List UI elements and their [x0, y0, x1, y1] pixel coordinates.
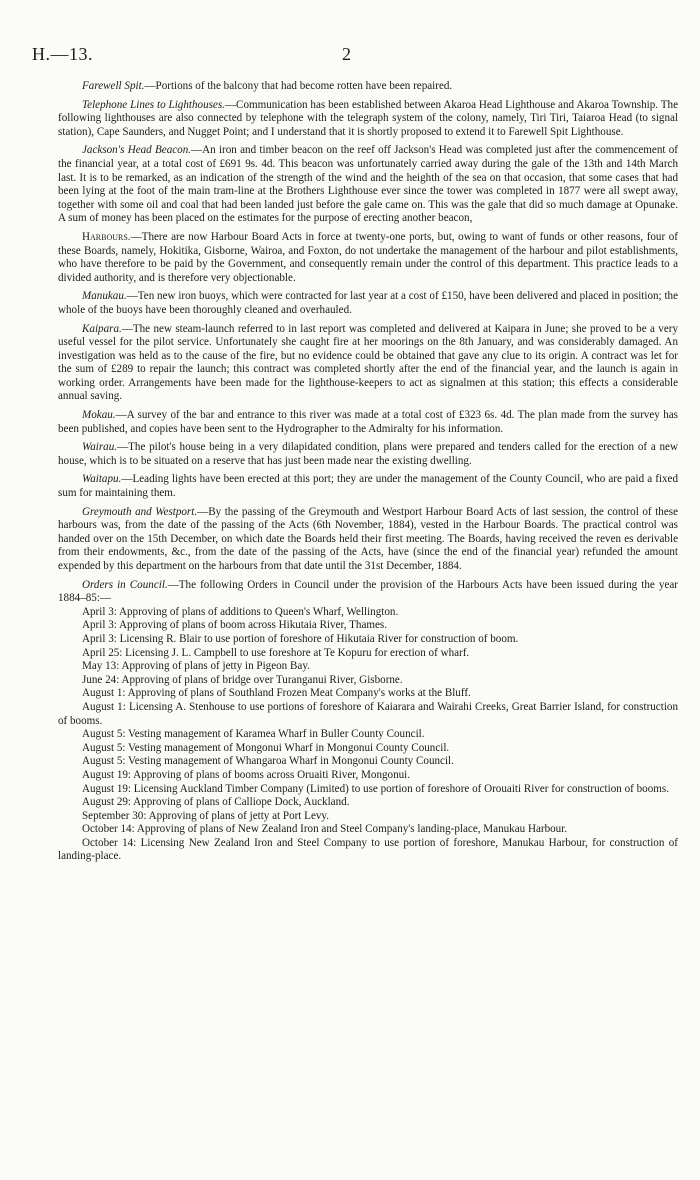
order-item: August 19: Approving of plans of booms across Oruaiti River, Mongonui.	[82, 768, 411, 781]
order-item: April 3: Approving of plans of additions to Queen's Wharf, Wellington.	[82, 605, 399, 618]
order-date: April 3	[82, 619, 114, 632]
paragraph-heading: Greymouth and Westport.	[82, 505, 198, 518]
paragraph-harbours	[58, 231, 678, 285]
order-date: September 30	[82, 809, 144, 822]
paragraph-body: —Ten new iron buoys, which were contracted for last year at a cost of £150, have been delivered and placed in position; the whole of the buoys have been thoroughly cleaned and overhauled.	[58, 290, 678, 316]
paragraph-heading: Harbours.	[82, 230, 131, 243]
order-text: Approving of plans of boom across Hikutaia River, Thames.	[119, 619, 388, 632]
order-item: April 3: Approving of plans of boom across Hikutaia River, Thames.	[82, 619, 388, 632]
order-date: April 25	[82, 646, 120, 659]
paragraph-heading: Farewell Spit.	[82, 80, 145, 92]
paragraph-heading: Manukau.	[82, 290, 127, 303]
order-text: Approving of plans of New Zealand Iron and Steel Company's landing-place, Manukau Harbour.	[136, 823, 568, 836]
paragraph-body: —Communication has been established between Akaroa Head Lighthouse and Akaroa Township. The following lighthouses are also connected by telephone with the telegraph system of the colony, namely, Tiri Tiri, Taiaroa Head (to signal station), Cape Saunders, and Nugget Point; and I understand that it is shortly proposed to extend it to Farewell Spit Lighthouse.	[58, 98, 678, 138]
order-text: Approving of plans of bridge over Turanganui River, Gisborne.	[121, 673, 403, 686]
order-text: Approving of plans of jetty in Pigeon Bay.	[121, 660, 310, 673]
order-text: Approving of plans of Calliope Dock, Auckland.	[133, 796, 350, 809]
order-date: August 19	[82, 768, 128, 781]
paragraph-body: —An iron and timber beacon on the reef off Jackson's Head was completed just after the commencement of the financial year, at a total cost of £691 9s. 4d. This beacon was unfortunately carried away during the gale of the 13th and 14th March last. It is to be remarked, as an indication of the strength of the wind and the heighth of the sea on that occasion, that some cases that had been lying at the foot of the main tram-line at the Brothers Lighthouse ever since the tower was completed in 1877 were all swept away, together with some oil and coal that had been landed just before the gale came on. This was the gale that did so much damage at Opunake. A sum of money has been placed on the estimates for the purpose of erecting another beacon,	[58, 144, 678, 225]
order-item: August 5: Vesting management of Mongonui Wharf in Mongonui County Council.	[82, 741, 450, 754]
order-date: May 13	[82, 660, 117, 673]
order-date: August 5	[82, 755, 123, 768]
order-item: October 14: Licensing New Zealand Iron and Steel Company to use portion of foreshore, Manukau Harbour, for construction of landing-place.	[58, 836, 678, 863]
order-item: April 3: Licensing R. Blair to use portion of foreshore of Hikutaia River for construction of boom.	[82, 632, 519, 645]
order-date: August 29	[82, 796, 128, 809]
order-date: October 14	[82, 836, 134, 849]
paragraph-heading: Mokau.	[82, 409, 116, 422]
order-text: Approving of plans of additions to Queen's Wharf, Wellington.	[119, 605, 399, 618]
paragraph-body: —By the passing of the Greymouth and Westport Harbour Board Acts of last session, the control of these harbours was, from the date of the passing of the Acts (6th November, 1884), vested in the Harbour Boards. The practical control was handed over on the 15th December, on which date the Boards held their first meeting. The Boards, having received the reven es derivable from their endowments, &c., from the date of the passing of the Acts, have (since the end of the financial year) refunded the amount expended by this department on the harbours from that date until the 31st December, 1884.	[58, 505, 678, 572]
paragraph-manukau	[58, 290, 678, 317]
paragraph-orders-in-council	[58, 579, 678, 606]
order-text: Licensing J. L. Campbell to use foreshore at Te Kopuru for erection of wharf.	[125, 646, 470, 659]
paragraph-waitapu	[58, 473, 678, 500]
order-date: October 14	[82, 823, 132, 836]
paragraph-body: —The pilot's house being in a very dilapidated condition, plans were prepared and tenders called for the erection of a new house, which is to be situated on a reserve that has just been made near the existing dwelling.	[58, 441, 678, 467]
order-date: August 19	[82, 782, 128, 795]
order-text: Vesting management of Karamea Wharf in Buller County Council.	[128, 728, 425, 741]
paragraph-wairau	[58, 441, 678, 468]
order-item: August 5: Vesting management of Karamea Wharf in Buller County Council.	[82, 728, 425, 741]
paragraph-body: —The new steam-launch referred to in last report was completed and delivered at Kaipara in June; she proved to be a very useful vessel for the pilot service. Unfortunately she caught fire at her moorings on the 8th January, and was considerably damaged. An investigation was held as to the cause of the fire, but no evidence could be obtained that gave any clue to its origin. A contract was let for the sum of £289 to repair the launch; this contract was completed shortly after the end of the financial year, and the launch is again in working order. Arrangements have been made for the lighthouse-keepers to act as signalmen at this station; this effects a considerable annual saving.	[58, 322, 678, 403]
order-date: August 5	[82, 728, 123, 741]
order-text: Licensing R. Blair to use portion of foreshore of Hikutaia River for construction of boom.	[119, 632, 519, 645]
paragraph-greymouth-westport	[58, 506, 678, 574]
order-text: Approving of plans of booms across Oruaiti River, Mongonui.	[133, 768, 411, 781]
order-item: April 25: Licensing J. L. Campbell to use foreshore at Te Kopuru for erection of wharf.	[82, 646, 470, 659]
order-date: June 24	[82, 673, 117, 686]
order-text: Licensing A. Stenhouse to use portions of foreshore of Kaiarara and Wairahi Creeks, Great Barrier Island, for construction of booms.	[58, 700, 678, 727]
order-text: Vesting management of Mongonui Wharf in Mongonui County Council.	[128, 741, 450, 754]
page-number: 2	[342, 44, 351, 64]
order-item: June 24: Approving of plans of bridge over Turanganui River, Gisborne.	[82, 673, 403, 686]
order-date: April 3	[82, 632, 114, 645]
document-reference: H.—13.	[32, 44, 93, 64]
order-item: August 5: Vesting management of Whangaroa Wharf in Mongonui County Council.	[82, 755, 454, 768]
order-text: Approving of plans of Southland Frozen Meat Company's works at the Bluff.	[127, 687, 471, 700]
paragraph-kaipara	[58, 323, 678, 405]
order-text: Licensing Auckland Timber Company (Limited) to use portion of foreshore of Orouaiti River for construction of booms.	[133, 782, 669, 795]
paragraph-heading: Wairau.	[82, 441, 118, 454]
paragraph-mokau	[58, 409, 678, 436]
orders-list	[58, 606, 678, 864]
order-item: October 14: Approving of plans of New Zealand Iron and Steel Company's landing-place, Manukau Harbour.	[82, 823, 568, 836]
paragraph-jacksons-head-beacon	[58, 144, 678, 226]
order-item: August 19: Licensing Auckland Timber Company (Limited) to use portion of foreshore of Orouaiti River for construction of booms.	[82, 782, 669, 795]
paragraph-body: —A survey of the bar and entrance to this river was made at a total cost of £323 6s. 4d. The plan made from the survey has been published, and copies have been sent to the Hydrographer to the Admiralty for his information.	[58, 409, 678, 435]
page-header	[32, 44, 668, 68]
paragraph-body: —Portions of the balcony that had become rotten have been repaired.	[144, 80, 453, 92]
order-item: September 30: Approving of plans of jetty at Port Levy.	[82, 809, 330, 822]
paragraph-body: —There are now Harbour Board Acts in force at twenty-one ports, but, owing to want of funds or other reasons, four of these Boards, namely, Hokitika, Gisborne, Wairoa, and Foxton, do not undertake the management of the harbour and pilot establishments, who have therefore to be paid by the Government, and consequently remain under the control of this department. This practice leads to a divided authority, and is therefore very objectionable.	[58, 230, 678, 284]
paragraph-farewell-spit	[58, 80, 678, 94]
order-item: May 13: Approving of plans of jetty in Pigeon Bay.	[82, 660, 310, 673]
order-item: August 1: Approving of plans of Southland Frozen Meat Company's works at the Bluff.	[82, 687, 471, 700]
paragraph-body: —Leading lights have been erected at this port; they are under the management of the County Council, who are paid a fixed sum for maintaining them.	[58, 473, 678, 500]
paragraph-heading: Kaipara.	[82, 322, 122, 335]
order-text: Licensing New Zealand Iron and Steel Company to use portion of foreshore, Manukau Harbour, for construction of landing-place.	[58, 836, 678, 863]
paragraph-heading: Jackson's Head Beacon.	[82, 144, 192, 157]
paragraph-telephone-lines	[58, 99, 678, 140]
order-date: August 1	[82, 700, 123, 713]
order-text: Approving of plans of jetty at Port Levy.	[148, 809, 330, 822]
order-text: Vesting management of Whangaroa Wharf in Mongonui County Council.	[128, 755, 454, 768]
order-date: August 5	[82, 741, 123, 754]
order-date: August 1	[82, 687, 123, 700]
paragraph-heading: Waitapu.	[82, 473, 122, 486]
paragraph-heading: Orders in Council.	[82, 578, 168, 591]
order-date: April 3	[82, 605, 114, 618]
order-item: August 1: Licensing A. Stenhouse to use portions of foreshore of Kaiarara and Wairahi Creeks, Great Barrier Island, for construction of booms.	[58, 700, 678, 727]
report-body	[58, 80, 678, 864]
order-item: August 29: Approving of plans of Calliope Dock, Auckland.	[82, 796, 350, 809]
paragraph-body: —The following Orders in Council under the provision of the Harbours Acts have been issued during the year 1884–85:—	[58, 578, 678, 605]
paragraph-heading: Telephone Lines to Lighthouses.	[82, 98, 225, 111]
